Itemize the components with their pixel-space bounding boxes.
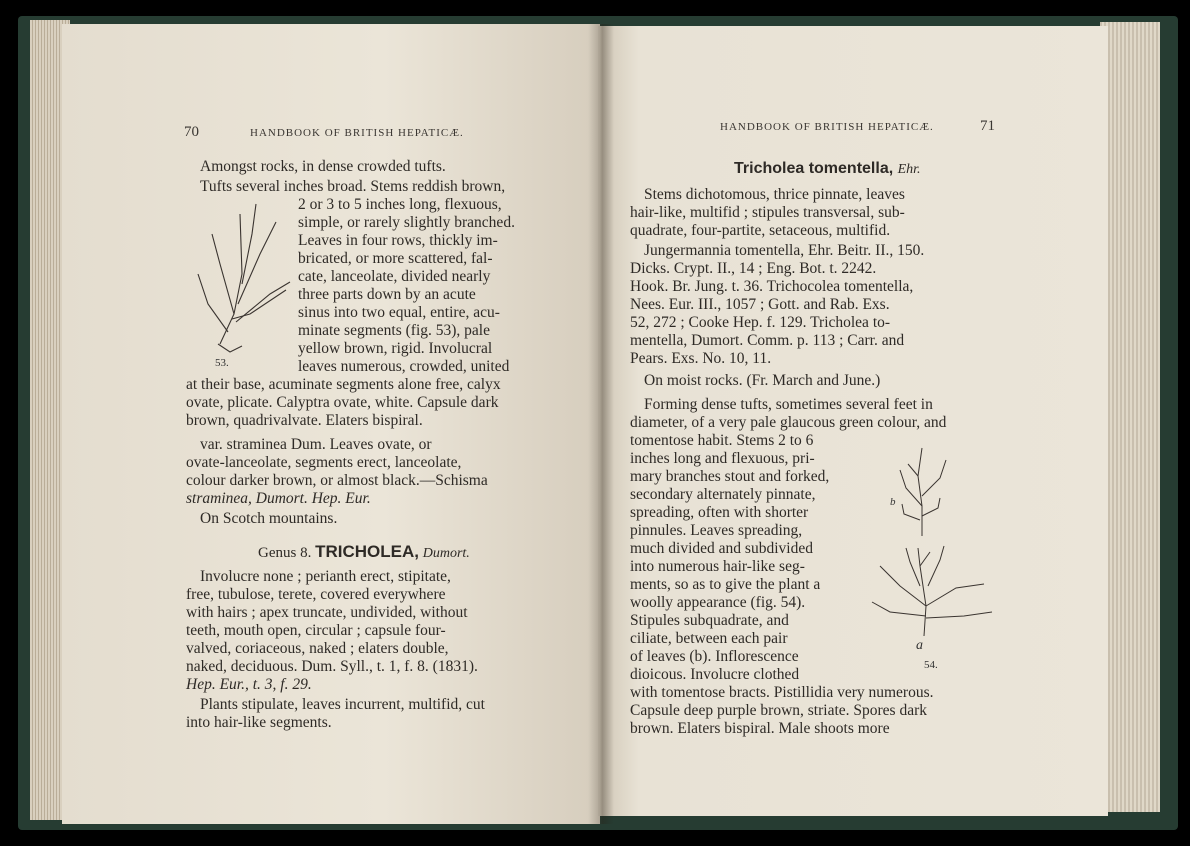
left-running-head: HANDBOOK OF BRITISH HEPATICÆ. bbox=[250, 127, 464, 139]
text-line: sinus into two equal, entire, acu- bbox=[298, 304, 500, 321]
text-line: mary branches stout and forked, bbox=[630, 468, 830, 485]
text-line: into hair-like segments. bbox=[186, 714, 332, 731]
text-line: inches long and flexuous, pri- bbox=[630, 450, 815, 467]
text-line: Plants stipulate, leaves incurrent, multifid, cut bbox=[200, 696, 485, 713]
text-line: 2 or 3 to 5 inches long, flexuous, bbox=[298, 196, 502, 213]
left-page-number: 70 bbox=[184, 124, 199, 140]
genus-prefix: Genus 8. bbox=[258, 545, 312, 561]
text-line: of leaves (b). Inflorescence bbox=[630, 648, 799, 665]
text-line: simple, or rarely slightly branched. bbox=[298, 214, 515, 231]
text-line: Forming dense tufts, sometimes several feet in bbox=[644, 396, 933, 413]
text-line: Involucre none ; perianth erect, stipitate, bbox=[200, 568, 451, 585]
figure-letter-b: b bbox=[890, 496, 896, 508]
text-line: 52, 272 ; Cooke Hep. f. 129. Tricholea to- bbox=[630, 314, 891, 331]
text-line: Pears. Exs. No. 10, 11. bbox=[630, 350, 772, 367]
text-line: Jungermannia tomentella, Ehr. Beitr. II., 150. bbox=[644, 242, 925, 259]
text-line: much divided and subdivided bbox=[630, 540, 813, 557]
species-title bbox=[734, 160, 921, 178]
text-line: brown. Elaters bispiral. Male shoots more bbox=[630, 720, 890, 737]
text-line: at their base, acuminate segments alone free, calyx bbox=[186, 376, 501, 393]
right-page bbox=[598, 26, 1108, 816]
text-line: cate, lanceolate, divided nearly bbox=[298, 268, 491, 285]
text-line: quadrate, four-partite, setaceous, multifid. bbox=[630, 222, 891, 239]
text-line: Hep. Eur., t. 3, f. 29. bbox=[186, 676, 312, 693]
text-line: free, tubulose, terete, covered everywhere bbox=[186, 586, 446, 603]
text-line: ovate, plicate. Calyptra ovate, white. Capsule dark bbox=[186, 394, 499, 411]
text-line: tomentose habit. Stems 2 to 6 bbox=[630, 432, 814, 449]
text-line: Nees. Eur. III., 1057 ; Gott. and Rab. Exs. bbox=[630, 296, 890, 313]
text-line: pinnules. Leaves spreading, bbox=[630, 522, 803, 539]
genus-author: Dumort. bbox=[422, 546, 470, 561]
right-page-edges bbox=[1100, 22, 1160, 812]
text-line: with tomentose bracts. Pistillidia very numerous. bbox=[630, 684, 934, 701]
figure-53-illustration bbox=[190, 194, 302, 354]
text-line: secondary alternately pinnate, bbox=[630, 486, 816, 503]
text-line: woolly appearance (fig. 54). bbox=[630, 594, 806, 611]
species-author: Ehr. bbox=[897, 162, 921, 177]
figure-53-label: 53. bbox=[215, 357, 229, 369]
text-line: Tufts several inches broad. Stems reddish brown, bbox=[200, 178, 506, 195]
text-line: Amongst rocks, in dense crowded tufts. bbox=[200, 158, 446, 175]
text-line: ciliate, between each pair bbox=[630, 630, 788, 647]
text-line: dioicous. Involucre clothed bbox=[630, 666, 800, 683]
text-line: diameter, of a very pale glaucous green colour, and bbox=[630, 414, 947, 431]
text-line: Stipules subquadrate, and bbox=[630, 612, 789, 629]
text-line: On moist rocks. (Fr. March and June.) bbox=[644, 372, 881, 389]
text-line: brown, quadrivalvate. Elaters bispiral. bbox=[186, 412, 423, 429]
text-line: Leaves in four rows, thickly im- bbox=[298, 232, 498, 249]
text-line: Dicks. Crypt. II., 14 ; Eng. Bot. t. 2242. bbox=[630, 260, 877, 277]
text-line: teeth, mouth open, circular ; capsule four- bbox=[186, 622, 446, 639]
text-line: minate segments (fig. 53), pale bbox=[298, 322, 490, 339]
text-line: Capsule deep purple brown, striate. Spores dark bbox=[630, 702, 928, 719]
text-line: On Scotch mountains. bbox=[200, 510, 338, 527]
text-line: straminea, Dumort. Hep. Eur. bbox=[186, 490, 371, 507]
left-page bbox=[62, 24, 600, 824]
text-line: colour darker brown, or almost black.—Schisma bbox=[186, 472, 488, 489]
text-line: ovate-lanceolate, segments erect, lanceolate, bbox=[186, 454, 462, 471]
text-line: ments, so as to give the plant a bbox=[630, 576, 821, 593]
genus-name: TRICHOLEA, bbox=[315, 542, 419, 561]
genus-heading bbox=[258, 542, 470, 562]
text-line: bricated, or more scattered, fal- bbox=[298, 250, 493, 267]
text-line: mentella, Dumort. Comm. p. 113 ; Carr. and bbox=[630, 332, 905, 349]
text-line: var. straminea Dum. Leaves ovate, or bbox=[200, 436, 432, 453]
book-gutter bbox=[588, 24, 614, 824]
text-line: naked, deciduous. Dum. Syll., t. 1, f. 8. (1831). bbox=[186, 658, 478, 675]
text-line: with hairs ; apex truncate, undivided, without bbox=[186, 604, 468, 621]
text-line: hair-like, multifid ; stipules transversal, sub- bbox=[630, 204, 905, 221]
text-line: yellow brown, rigid. Involucral bbox=[298, 340, 493, 357]
species-name: Tricholea tomentella, bbox=[734, 160, 894, 177]
right-running-head: HANDBOOK OF BRITISH HEPATICÆ. bbox=[720, 121, 934, 133]
text-line: three parts down by an acute bbox=[298, 286, 476, 303]
right-page-number: 71 bbox=[980, 118, 995, 134]
text-line: valved, coriaceous, naked ; elaters double, bbox=[186, 640, 449, 657]
text-line: Hook. Br. Jung. t. 36. Trichocolea tomentella, bbox=[630, 278, 914, 295]
text-line: into numerous hair-like seg- bbox=[630, 558, 805, 575]
figure-54-label: 54. bbox=[924, 659, 938, 671]
figure-letter-a: a bbox=[916, 638, 923, 653]
text-line: Stems dichotomous, thrice pinnate, leaves bbox=[644, 186, 905, 203]
figure-54-illustration bbox=[860, 436, 1000, 656]
text-line: spreading, often with shorter bbox=[630, 504, 809, 521]
text-line: leaves numerous, crowded, united bbox=[298, 358, 510, 375]
